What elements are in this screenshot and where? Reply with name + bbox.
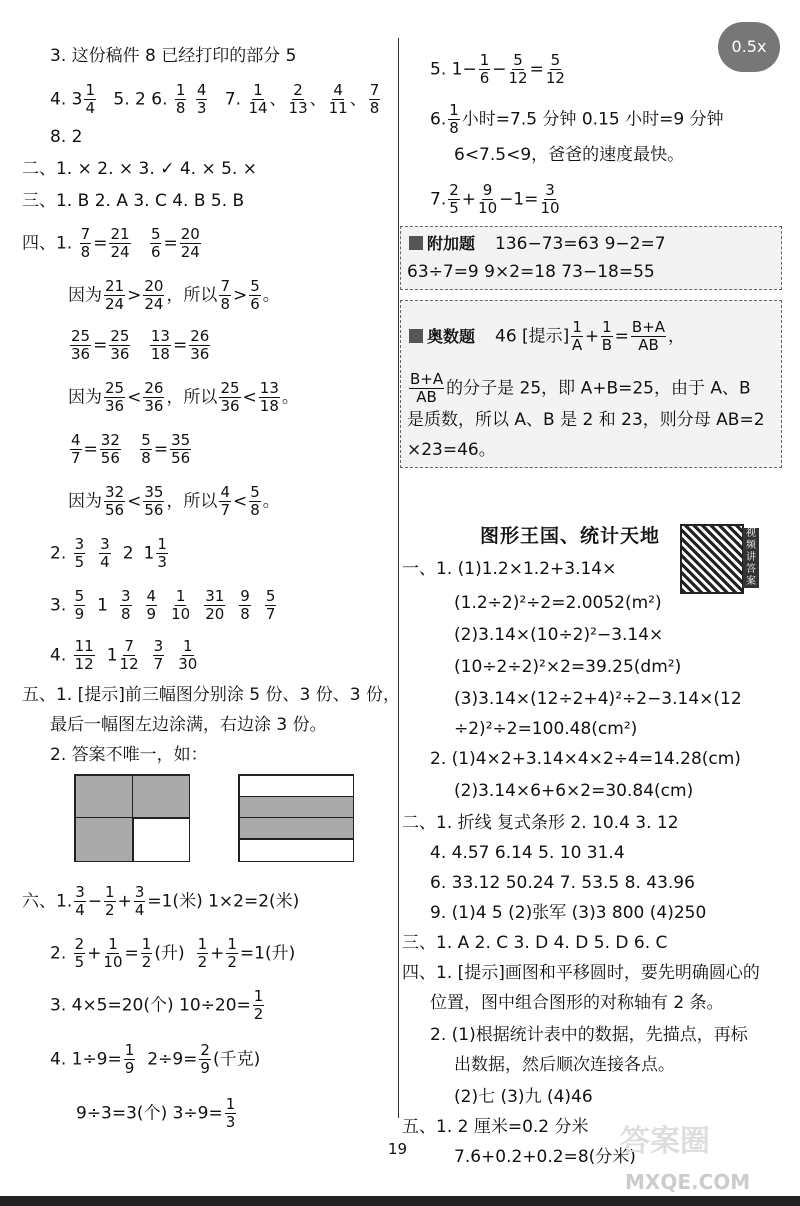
figure-grid-left xyxy=(74,774,190,862)
section-6-line3: 3. 4×5=20(个) 10÷20= $\frac{1}{2}$ xyxy=(50,987,264,1023)
section-4-line4: 因为 $\frac{25}{36}$ < $\frac{26}{36}$ ，所以 $\frac{25}{36}$ < $\frac{13}{18}$ 。 xyxy=(68,379,299,415)
geo-line3: (2)3.14×(10÷2)²−3.14× xyxy=(454,625,664,645)
column-divider xyxy=(398,38,399,1118)
geo-line8: (2)3.14×6+6×2=30.84(cm) xyxy=(454,781,694,801)
line-4-7: 4. 3 $\frac{1}{4}$ 5. 2 6. $\frac{1}{8}$ $\frac{4}{3}$ 7. $\frac{1}{14}$ 、 $\frac{2}{13}$ 、 $\frac{4}{11}$ 、 $\frac{7}{8}$ xyxy=(50,81,380,117)
section-6-line1: 六、1. $\frac{3}{4}$ − $\frac{1}{2}$ + $\frac{3}{4}$ =1(米) 1×2=2(米) xyxy=(22,883,300,919)
geo-line7: 2. (1)4×2+3.14×4×2÷4=14.28(cm) xyxy=(430,749,741,769)
bonus-box: 附加题 136−73=63 9−2=7 63÷7=9 9×2=18 73−18=55 xyxy=(400,226,782,290)
section-5-line2: 最后一幅图左边涂满，右边涂 3 份。 xyxy=(50,715,327,735)
right-q5: 5. 1− $\frac{1}{6}$ − $\frac{5}{12}$ = $\frac{5}{12}$ xyxy=(430,51,565,87)
geo-line5: (3)3.14×(12÷2+4)²÷2−3.14×(12 xyxy=(454,689,742,709)
section-3: 三、1. B 2. A 3. C 4. B 5. B xyxy=(22,191,245,211)
geo-line6: ÷2)²÷2=100.48(cm²) xyxy=(454,719,638,739)
section-4-q2: 2. $\frac{3}{5}$ $\frac{3}{4}$ 2 1 $\frac{1}{3}$ xyxy=(50,535,167,571)
qr-label: 视频讲答案 xyxy=(743,528,759,588)
stat-line10: (2)七 (3)九 (4)46 xyxy=(454,1087,593,1107)
section-5-line3: 2. 答案不唯一，如： xyxy=(50,745,208,765)
geo-line1: 一、1. (1)1.2×1.2+3.14× xyxy=(402,559,617,579)
line-8: 8. 2 xyxy=(50,127,83,147)
olympic-tag: 奥数题 xyxy=(407,326,475,348)
section-title: 图形王国、统计天地 xyxy=(480,525,661,547)
stat-line11: 五、1. 2 厘米=0.2 分米 xyxy=(402,1117,589,1137)
section-6-line5: 9÷3=3(个) 3÷9= $\frac{1}{3}$ xyxy=(76,1095,236,1131)
stat-line12: 7.6+0.2+0.2=8(分米) xyxy=(454,1147,636,1167)
section-2: 二、1. × 2. × 3. ✓ 4. × 5. × xyxy=(22,159,257,179)
olympic-box: 奥数题 46 [提示] $\frac{1}{A}$ + $\frac{1}{B}$ = $\frac{B+A}{AB}$ ， $\frac{B+A}{AB}$ 的分子是 25，即 A+B=25，由于 A、B 是质数，所以 A、B 是 2 和 23，则分母 AB=2 ×23=46。 xyxy=(400,300,782,468)
stat-line3: 6. 33.12 50.24 7. 53.5 8. 43.96 xyxy=(430,873,695,893)
zoom-badge[interactable]: 0.5x xyxy=(718,22,780,72)
stat-line6: 四、1. [提示]画图和平移圆时，要先明确圆心的 xyxy=(402,963,760,983)
page-number: 19 xyxy=(388,1140,408,1158)
bonus-tag: 附加题 xyxy=(407,233,475,255)
line-3: 3. 这份稿件 8 已经打印的部分 5 xyxy=(50,46,297,66)
section-4-q3: 3. $\frac{5}{9}$ 1 $\frac{3}{8}$ $\frac{4}{9}$ $\frac{1}{10}$ $\frac{31}{20}$ $\frac{9}{8}$ $\frac{5}{7}$ xyxy=(50,587,276,623)
right-q7: 7. $\frac{2}{5}$ + $\frac{9}{10}$ −1= $\frac{3}{10}$ xyxy=(430,181,560,217)
section-4-line5: $\frac{4}{7}$ = $\frac{32}{56}$ $\frac{5}{8}$ = $\frac{35}{56}$ xyxy=(71,431,191,467)
section-4-line3: $\frac{25}{36}$ = $\frac{25}{36}$ $\frac{13}{18}$ = $\frac{26}{36}$ xyxy=(71,327,210,363)
stat-line1: 二、1. 折线 复式条形 2. 10.4 3. 12 xyxy=(402,813,679,833)
section-4-line2: 因为 $\frac{21}{24}$ > $\frac{20}{24}$ ，所以 $\frac{7}{8}$ > $\frac{5}{6}$ 。 xyxy=(68,277,280,313)
section-6-line4: 4. 1÷9= $\frac{1}{9}$ 2÷9= $\frac{2}{9}$ (千克) xyxy=(50,1041,261,1077)
section-4-q4: 4. $\frac{11}{12}$ 1 $\frac{7}{12}$ $\frac{3}{7}$ $\frac{1}{30}$ xyxy=(50,637,198,673)
stat-line7: 位置，图中组合图形的对称轴有 2 条。 xyxy=(430,993,724,1013)
stat-line9: 出数据，然后顺次连接各点。 xyxy=(454,1055,675,1075)
stat-line5: 三、1. A 2. C 3. D 4. D 5. D 6. C xyxy=(402,933,668,953)
right-q6: 6. $\frac{1}{8}$ 小时=7.5 分钟 0.15 小时=9 分钟 xyxy=(430,101,724,137)
watermark-url: MXQE.COM xyxy=(625,1170,751,1194)
section-5-line1: 五、1. [提示]前三幅图分别涂 5 份、3 份、3 份， xyxy=(22,685,400,705)
section-4-line6: 因为 $\frac{32}{56}$ < $\frac{35}{56}$ ，所以 $\frac{4}{7}$ < $\frac{5}{8}$ 。 xyxy=(68,483,280,519)
geo-line2: (1.2÷2)²÷2=2.0052(m²) xyxy=(454,593,662,613)
stat-line4: 9. (1)4 5 (2)张军 (3)3 800 (4)250 xyxy=(430,903,707,923)
qr-code[interactable] xyxy=(680,524,744,594)
geo-line4: (10÷2÷2)²×2=39.25(dm²) xyxy=(454,657,682,677)
watermark-logo: 答案圈 xyxy=(620,1124,710,1159)
right-q6-line2: 6<7.5<9，爸爸的速度最快。 xyxy=(454,145,685,165)
stat-line8: 2. (1)根据统计表中的数据，先描点，再标 xyxy=(430,1025,748,1045)
figure-grid-right xyxy=(238,774,354,862)
bottom-bar xyxy=(0,1196,800,1206)
section-6-line2: 2. $\frac{2}{5}$ + $\frac{1}{10}$ = $\frac{1}{2}$ (升) $\frac{1}{2}$ + $\frac{1}{2}$ =1(升) xyxy=(50,935,296,971)
section-4-line1: 四、1. $\frac{7}{8}$ = $\frac{21}{24}$ $\frac{5}{6}$ = $\frac{20}{24}$ xyxy=(22,225,200,261)
stat-line2: 4. 4.57 6.14 5. 10 31.4 xyxy=(430,843,625,863)
